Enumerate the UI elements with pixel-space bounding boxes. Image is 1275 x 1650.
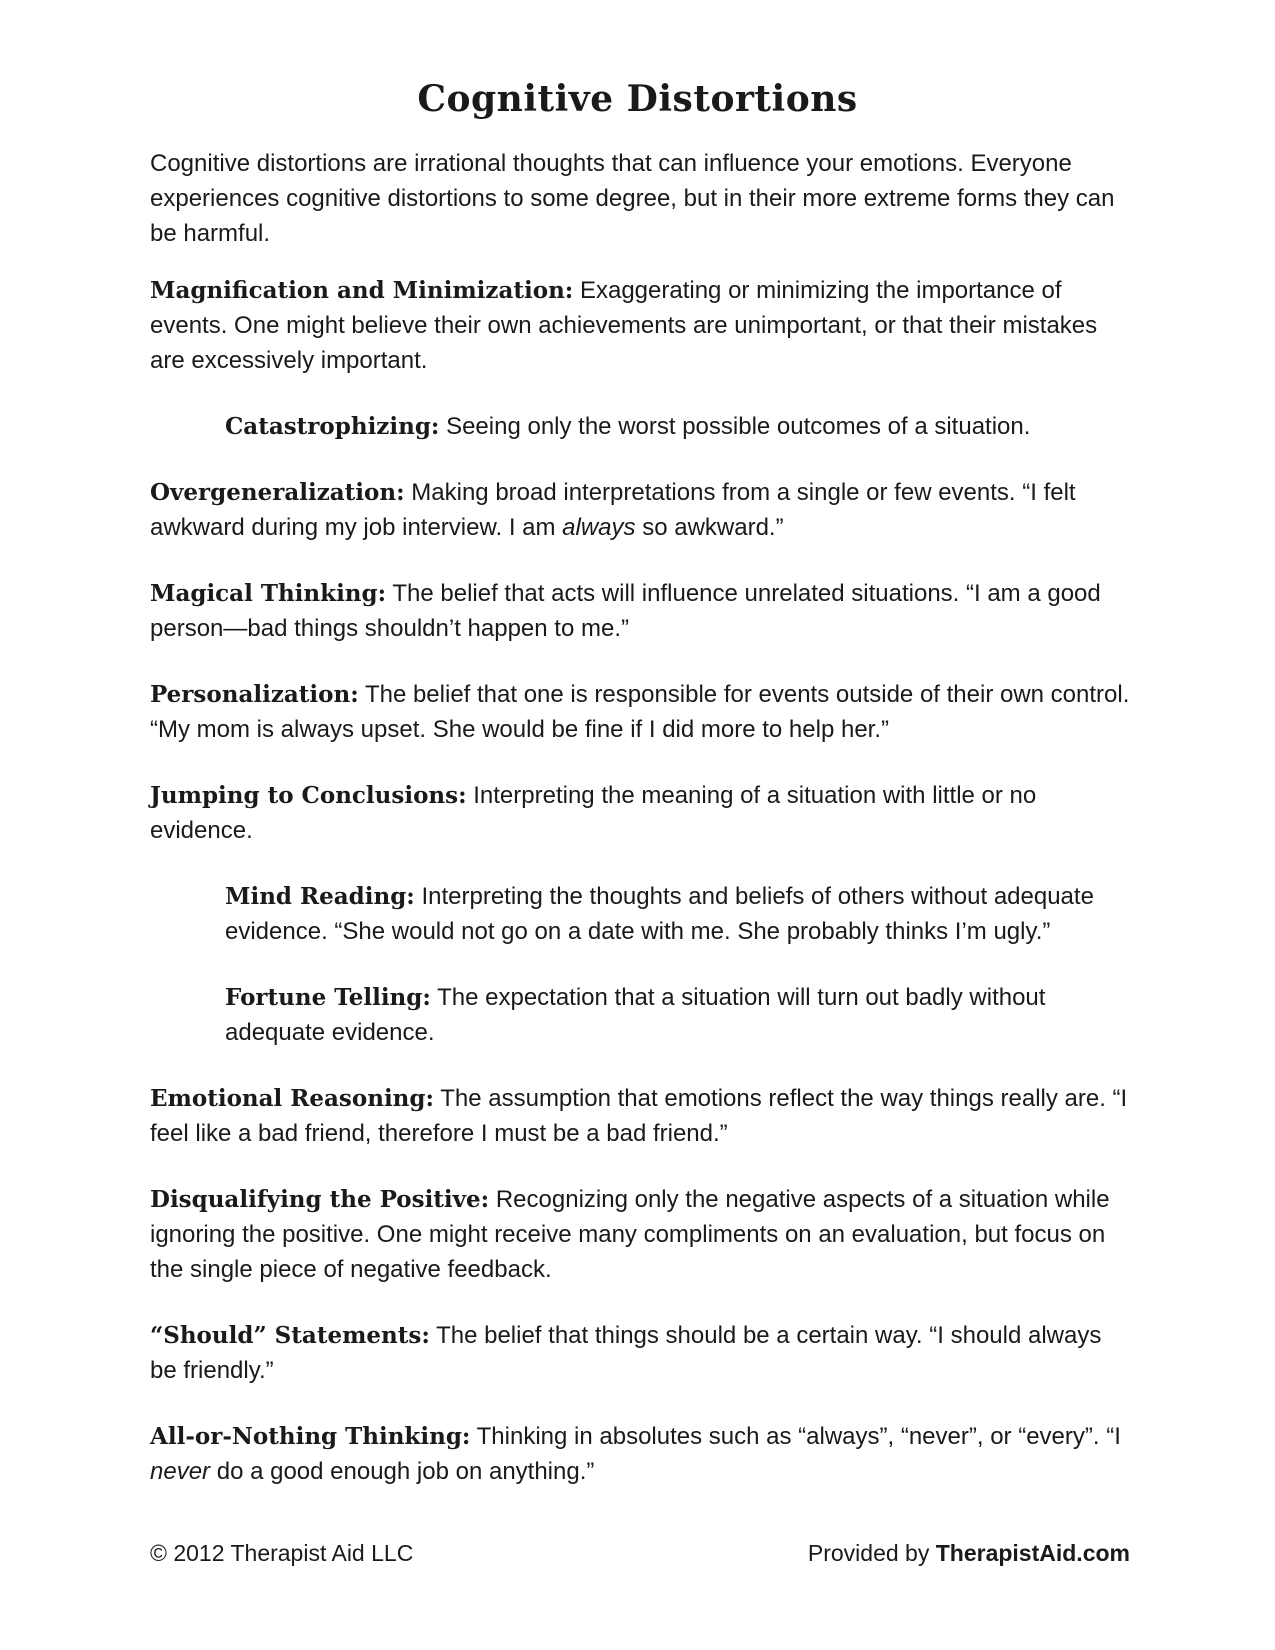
entry-term: “Should” Statements: — [150, 1322, 430, 1349]
entry-magical-thinking — [150, 576, 1130, 646]
entry-term: Magnification and Minimization: — [150, 277, 574, 304]
entry-mind-reading — [225, 879, 1130, 949]
definition-text-post: do a good enough job on anything.” — [210, 1458, 595, 1485]
page-footer — [150, 1538, 1130, 1568]
entry-term: Magical Thinking: — [150, 580, 387, 607]
entry-definition: The expectation that a situation will turn out badly without adequate evidence. — [225, 984, 1046, 1046]
entry-definition: Seeing only the worst possible outcomes of a situation. — [439, 413, 1031, 440]
definition-text-pre: Thinking in absolutes such as “always”, “never”, or “every”. “I — [470, 1423, 1121, 1450]
definition-emphasis: always — [562, 514, 636, 541]
entry-term: All-or-Nothing Thinking: — [150, 1423, 471, 1450]
page-title: Cognitive Distortions — [417, 78, 858, 120]
entry-definition: Interpreting the meaning of a situation with little or no evidence. — [150, 782, 1037, 844]
entry-definition: The belief that acts will influence unrelated situations. “I am a good person—bad things shouldn’t happen to me.” — [150, 580, 1101, 642]
entry-term: Fortune Telling: — [225, 984, 431, 1011]
entry-fortune-telling — [225, 980, 1130, 1050]
entry-term: Mind Reading: — [225, 883, 415, 910]
entry-jumping-to-conclusions — [150, 778, 1130, 848]
entry-all-or-nothing-thinking — [150, 1419, 1130, 1489]
entry-term: Overgeneralization: — [150, 479, 405, 506]
entry-overgeneralization — [150, 475, 1130, 545]
entry-definition: The belief that one is responsible for events outside of their own control. “My mom is always upset. She would be fine if I did more to help her.” — [150, 681, 1130, 743]
entry-definition: Exaggerating or minimizing the importance of events. One might believe their own achievements are unimportant, or that their mistakes are excessively important. — [150, 277, 1098, 374]
entry-term: Emotional Reasoning: — [150, 1085, 434, 1112]
copyright-notice: © 2012 Therapist Aid LLC — [150, 1540, 414, 1566]
entry-emotional-reasoning — [150, 1081, 1130, 1151]
provided-by-prefix: Provided by — [807, 1540, 936, 1566]
definition-emphasis: never — [150, 1458, 211, 1485]
entry-catastrophizing — [225, 409, 1130, 444]
entry-definition: Recognizing only the negative aspects of a situation while ignoring the positive. One might receive many compliments on an evaluation, but focus on the single piece of negative feedback. — [150, 1186, 1110, 1283]
definition-text-pre: Making broad interpretations from a single or few events. “I felt awkward during my job interview. I am — [150, 479, 1076, 541]
entry-personalization — [150, 677, 1130, 747]
entry-definition: The assumption that emotions reflect the way things really are. “I feel like a bad friend, therefore I must be a bad friend.” — [150, 1085, 1128, 1147]
entry-term: Jumping to Conclusions: — [150, 782, 467, 809]
definition-text-post: so awkward.” — [635, 514, 784, 541]
entry-term: Disqualifying the Positive: — [150, 1186, 490, 1213]
entry-magnification-minimization — [150, 273, 1130, 378]
provided-by — [808, 1538, 1130, 1568]
entry-definition: Interpreting the thoughts and beliefs of others without adequate evidence. “She would not go on a date with me. She probably thinks I’m ugly.” — [225, 883, 1094, 945]
entry-disqualifying-the-positive — [150, 1182, 1130, 1287]
worksheet-content — [150, 146, 1130, 1520]
entry-term: Personalization: — [150, 681, 359, 708]
entry-should-statements — [150, 1318, 1130, 1388]
brand-name: TherapistAid.com — [935, 1540, 1130, 1566]
entry-definition: The belief that things should be a certain way. “I should always be friendly.” — [150, 1322, 1102, 1384]
intro-paragraph: Cognitive distortions are irrational thoughts that can influence your emotions. Everyone experiences cognitive distortions to some degree, but in their more extreme forms they can be harmful. — [150, 150, 1115, 247]
entry-term: Catastrophizing: — [225, 413, 440, 440]
